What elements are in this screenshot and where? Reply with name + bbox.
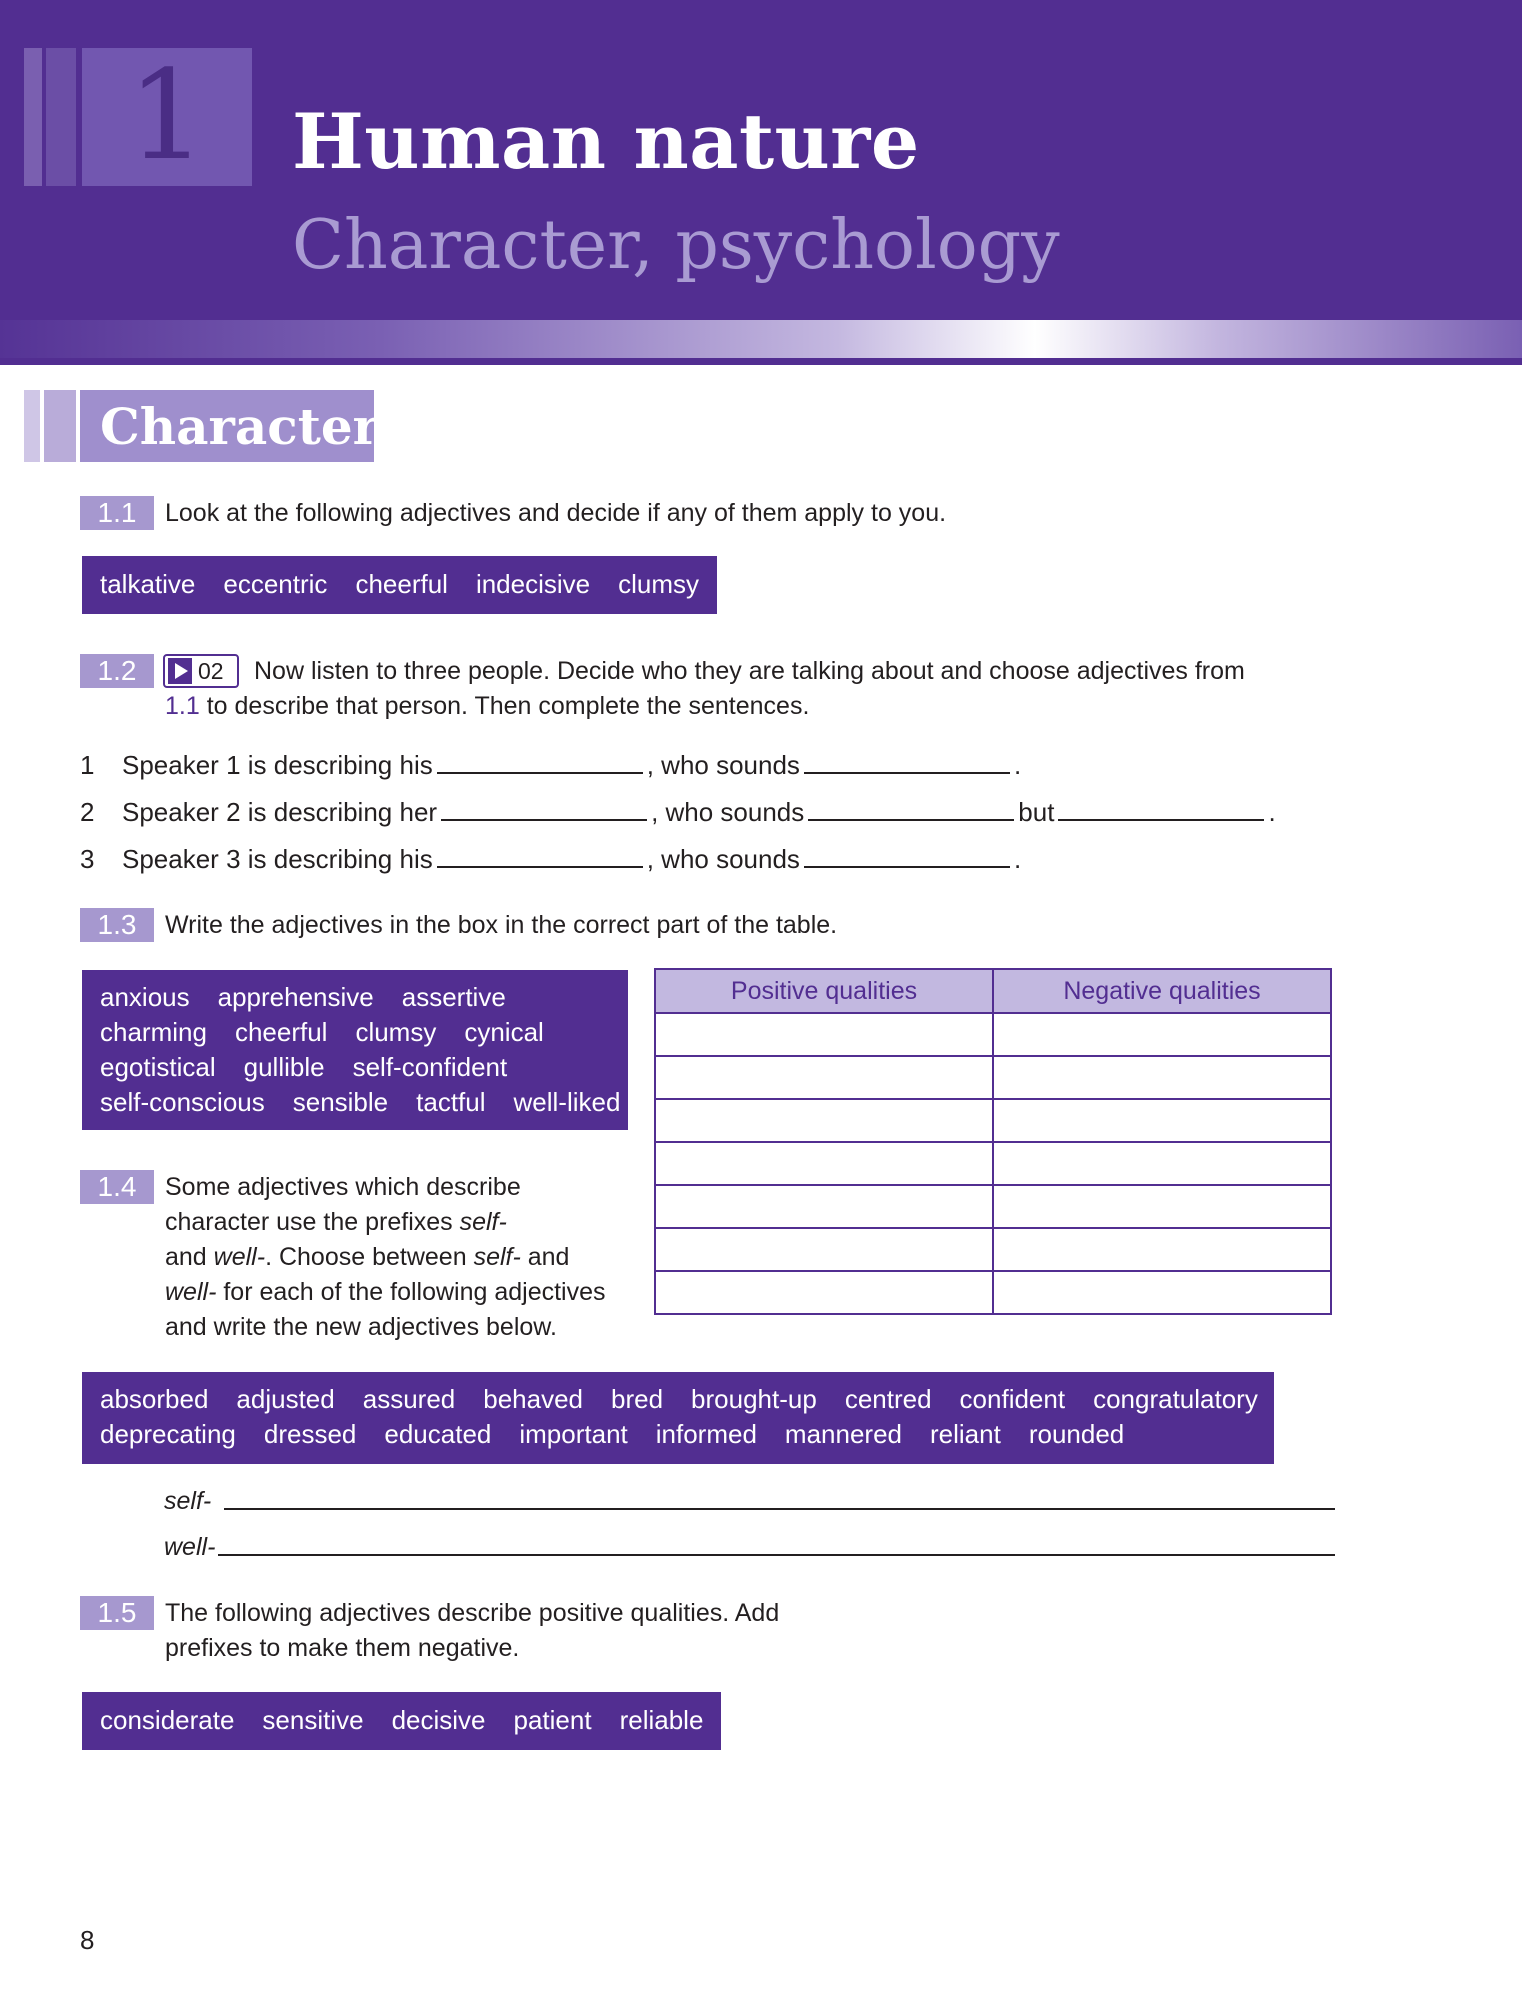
word-item: deprecating	[100, 1419, 236, 1449]
sentence-3	[80, 841, 1021, 877]
table-cell[interactable]	[993, 1099, 1331, 1142]
instruction-line: Some adjectives which describe	[165, 1173, 521, 1201]
well-prefix-label: well-	[164, 1533, 216, 1561]
table-cell[interactable]	[993, 1056, 1331, 1099]
exercise-number-1-5: 1.5	[80, 1596, 154, 1630]
exercise-1-2-instruction-line2	[165, 689, 809, 724]
word-item: egotistical	[100, 1052, 216, 1082]
table-row	[655, 1056, 1331, 1099]
word-row	[100, 1085, 621, 1120]
word-item: well-liked	[513, 1087, 621, 1117]
word-item: apprehensive	[217, 982, 374, 1012]
section-decor-strip	[44, 390, 76, 462]
word-item: cheerful	[234, 1017, 328, 1047]
answer-blank[interactable]	[804, 842, 1010, 868]
table-cell[interactable]	[993, 1142, 1331, 1185]
word-item: rounded	[1028, 1419, 1125, 1449]
sentence-2	[80, 794, 1276, 830]
word-item: confident	[959, 1384, 1066, 1414]
section-title: Character	[100, 397, 379, 456]
header-decor-strip	[24, 48, 42, 186]
prefix-text: well-	[165, 1278, 217, 1306]
table-cell[interactable]	[655, 1185, 993, 1228]
word-item: sensitive	[262, 1705, 364, 1735]
answer-blank[interactable]	[441, 795, 647, 821]
table-cell[interactable]	[993, 1271, 1331, 1314]
answer-blank[interactable]	[437, 748, 643, 774]
word-item: bred	[611, 1384, 664, 1414]
table-cell[interactable]	[655, 1056, 993, 1099]
table-row	[655, 1142, 1331, 1185]
word-item: assured	[362, 1384, 456, 1414]
word-item: charming	[100, 1017, 207, 1047]
header-divider	[0, 358, 1522, 365]
word-item: cheerful	[355, 569, 448, 599]
exercise-1-1-instruction: Look at the following adjectives and decide if any of them apply to you.	[165, 499, 947, 527]
table-row	[655, 1185, 1331, 1228]
exercise-1-2-instruction-rest: to describe that person. Then complete the sentences.	[206, 692, 810, 720]
word-item: informed	[655, 1419, 757, 1449]
page-number: 8	[80, 1925, 95, 1955]
instruction-text: . Choose between	[265, 1243, 474, 1271]
exercise-reference: 1.1	[165, 692, 200, 720]
word-item: educated	[384, 1419, 492, 1449]
instruction-text: for each of the following adjectives	[216, 1278, 606, 1306]
audio-track-button[interactable]	[163, 654, 239, 688]
sentence-mid: , who sounds	[651, 797, 805, 827]
word-item: absorbed	[100, 1384, 209, 1414]
sentence-end: .	[1013, 844, 1022, 874]
sentence-number: 1	[80, 750, 95, 780]
exercise-number-1-2: 1.2	[80, 654, 154, 688]
answer-blank[interactable]	[804, 748, 1010, 774]
exercise-number-1-3: 1.3	[80, 908, 154, 942]
table-cell[interactable]	[993, 1185, 1331, 1228]
sentence-but: but	[1018, 797, 1055, 827]
word-item: centred	[844, 1384, 932, 1414]
section-decor-strip	[24, 390, 40, 462]
table-cell[interactable]	[655, 1228, 993, 1271]
instruction-text: and	[520, 1243, 570, 1271]
word-item: cynical	[464, 1017, 544, 1047]
table-cell[interactable]	[655, 1271, 993, 1314]
instruction-line: The following adjectives describe positive qualities. Add	[165, 1599, 780, 1627]
word-item: reliable	[619, 1705, 704, 1735]
self-answer-line[interactable]	[224, 1508, 1335, 1510]
word-box-1-1	[82, 556, 717, 614]
sentence-number: 3	[80, 844, 95, 874]
word-item: considerate	[100, 1705, 235, 1735]
word-item: gullible	[243, 1052, 325, 1082]
word-box-1-3	[82, 970, 628, 1130]
sentence-start: Speaker 2 is describing her	[122, 797, 438, 827]
word-item: sensible	[292, 1087, 389, 1117]
table-row	[655, 1013, 1331, 1056]
prefix-text: self-	[473, 1243, 521, 1271]
word-row	[100, 1382, 1256, 1417]
instruction-line: prefixes to make them negative.	[165, 1634, 520, 1662]
word-item: decisive	[391, 1705, 486, 1735]
word-item: adjusted	[236, 1384, 335, 1414]
table-cell[interactable]	[655, 1013, 993, 1056]
instruction-text: character use the prefixes	[165, 1208, 460, 1236]
word-item: clumsy	[355, 1017, 437, 1047]
word-item: important	[519, 1419, 628, 1449]
header-gradient-band	[0, 320, 1522, 358]
prefix-text: self-	[459, 1208, 507, 1236]
unit-subtitle: Character, psychology	[292, 206, 1060, 285]
word-row	[100, 1050, 610, 1085]
word-item: brought-up	[691, 1384, 817, 1414]
table-row	[655, 1099, 1331, 1142]
sentence-number: 2	[80, 797, 95, 827]
well-answer-line[interactable]	[218, 1554, 1335, 1556]
sentence-start: Speaker 3 is describing his	[122, 844, 433, 874]
section-heading-box	[80, 390, 379, 462]
table-header-negative: Negative qualities	[993, 969, 1331, 1013]
sentence-1	[80, 747, 1021, 783]
table-cell[interactable]	[655, 1099, 993, 1142]
instruction-text: and	[165, 1243, 214, 1271]
exercise-number-1-4: 1.4	[80, 1170, 154, 1204]
sentence-start: Speaker 1 is describing his	[122, 750, 433, 780]
unit-title: Human nature	[292, 97, 920, 186]
word-item: tactful	[416, 1087, 486, 1117]
word-row	[100, 1417, 1256, 1452]
word-item: eccentric	[223, 569, 328, 599]
table-row	[655, 1228, 1331, 1271]
table-cell[interactable]	[655, 1142, 993, 1185]
exercise-number-1-1: 1.1	[80, 496, 154, 530]
answer-blank[interactable]	[437, 842, 643, 868]
word-item: dressed	[263, 1419, 357, 1449]
table-cell[interactable]	[993, 1013, 1331, 1056]
word-row	[100, 1015, 610, 1050]
word-item: self-conscious	[100, 1087, 265, 1117]
word-item: indecisive	[475, 569, 591, 599]
exercise-1-3-instruction: Write the adjectives in the box in the correct part of the table.	[165, 911, 838, 939]
header-decor-strip	[46, 48, 76, 186]
word-item: clumsy	[618, 569, 700, 599]
exercise-1-5-instruction	[165, 1596, 779, 1666]
answer-blank[interactable]	[1058, 795, 1264, 821]
word-row	[100, 980, 610, 1015]
word-item: congratulatory	[1093, 1384, 1258, 1414]
table-header-positive: Positive qualities	[655, 969, 993, 1013]
word-item: self-confident	[352, 1052, 508, 1082]
answer-blank[interactable]	[808, 795, 1014, 821]
word-item: mannered	[784, 1419, 902, 1449]
word-box-1-4	[82, 1372, 1274, 1464]
instruction-line	[165, 1240, 606, 1275]
table-cell[interactable]	[993, 1228, 1331, 1271]
word-item: behaved	[483, 1384, 583, 1414]
unit-number-box	[82, 44, 252, 188]
word-item: patient	[513, 1705, 592, 1735]
qualities-table	[654, 968, 1332, 1315]
instruction-line	[165, 1275, 606, 1310]
instruction-line	[165, 1205, 606, 1240]
sentence-mid: , who sounds	[646, 844, 800, 874]
word-item: anxious	[100, 982, 190, 1012]
word-item: assertive	[401, 982, 506, 1012]
instruction-line: and write the new adjectives below.	[165, 1313, 557, 1341]
sentence-end: .	[1268, 797, 1276, 827]
unit-number: 1	[127, 44, 207, 188]
sentence-end: .	[1013, 750, 1022, 780]
unit-header	[0, 0, 1522, 320]
exercise-1-4-instruction	[165, 1170, 606, 1345]
word-item: reliant	[930, 1419, 1001, 1449]
word-box-1-5	[82, 1692, 721, 1750]
play-icon	[168, 658, 192, 684]
audio-track-number: 02	[198, 658, 224, 684]
word-item: talkative	[100, 569, 196, 599]
sentence-mid: , who sounds	[646, 750, 800, 780]
exercise-1-2-instruction-line1: Now listen to three people. Decide who they are talking about and choose adjectives from	[254, 657, 1245, 685]
prefix-text: well-	[213, 1243, 266, 1271]
table-row	[655, 1271, 1331, 1314]
self-prefix-label: self-	[164, 1487, 212, 1515]
